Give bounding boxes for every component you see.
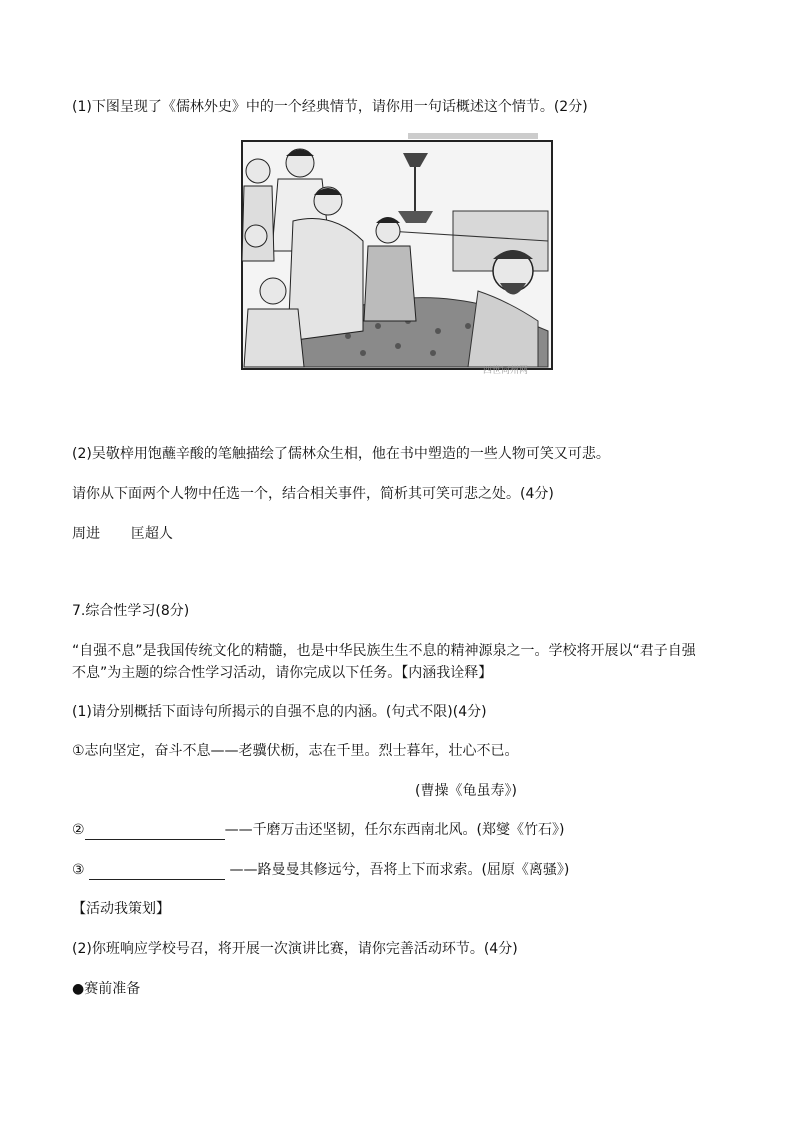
- choice-zhoujin: 周进: [72, 526, 100, 542]
- q7-section2: 【活动我策划】: [72, 901, 170, 917]
- item3-number: ③: [72, 862, 85, 878]
- illustration-watermark: 四世同州网: [483, 366, 529, 376]
- rulin-illustration: [238, 131, 561, 375]
- q7-intro-line2: 不息”为主题的综合性学习活动，请你完成以下任务。【内涵我诠释】: [72, 665, 493, 681]
- q7-item3: [72, 860, 569, 880]
- q7-intro-line1: “自强不息”是我国传统文化的精髓，也是中华民族生生不息的精神源泉之一。学校将开展以“君子自强: [72, 643, 696, 659]
- q7-item2: [72, 820, 565, 840]
- q6-choices: [72, 524, 173, 544]
- q7-prep: ●赛前准备: [72, 981, 141, 997]
- item3-text: ——路曼曼其修远兮，吾将上下而求索。(屈原《离骚》): [229, 862, 570, 878]
- illustration-drawing: [238, 131, 561, 375]
- q6-part2-line2: 请你从下面两个人物中任选一个，结合相关事件，简析其可笑可悲之处。(4分): [72, 486, 554, 502]
- q6-part2-line1: (2)吴敬梓用饱蘸辛酸的笔触描绘了儒林众生相，他在书中塑造的一些人物可笑又可悲。: [72, 446, 610, 462]
- q7-item1-source: (曹操《龟虽寿》): [415, 783, 517, 799]
- item2-answer-blank[interactable]: [85, 823, 225, 840]
- q6-part1: (1)下图呈现了《儒林外史》中的一个经典情节，请你用一句话概述这个情节。(2分): [72, 99, 588, 115]
- item3-answer-blank[interactable]: [89, 863, 225, 880]
- choice-kuangchaoren: 匡超人: [130, 526, 173, 542]
- item2-number: ②: [72, 822, 85, 838]
- q7-sub2: (2)你班响应学校号召，将开展一次演讲比赛，请你完善活动环节。(4分): [72, 941, 518, 957]
- q7-title: 7.综合性学习(8分): [72, 603, 190, 619]
- item2-text: ——千磨万击还坚韧，任尔东西南北风。(郑燮《竹石》): [224, 822, 565, 838]
- q7-sub1: (1)请分别概括下面诗句所揭示的自强不息的内涵。(句式不限)(4分): [72, 704, 487, 720]
- q7-item1: ①志向坚定，奋斗不息——老骥伏枥，志在千里。烈士暮年，壮心不已。: [72, 743, 519, 759]
